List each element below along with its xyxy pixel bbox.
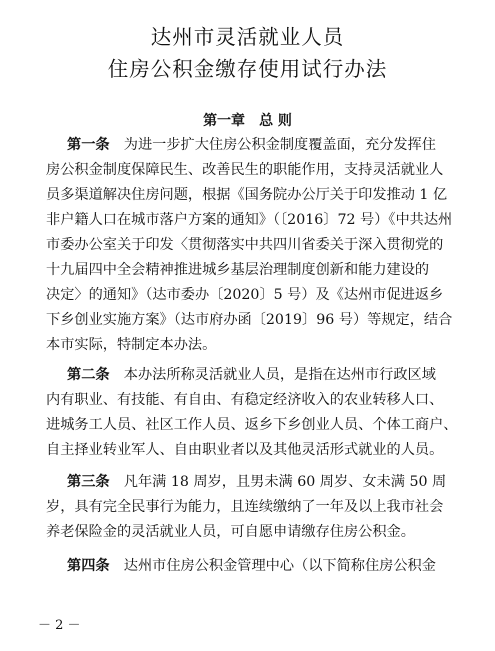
article1-line: 房公积金制度保障民生、改善民生的职能作用，支持灵活就业人: [46, 162, 444, 178]
article4-text: 达州市住房公积金管理中心（以下简称住房公积金: [123, 558, 436, 574]
article4-label: 第四条: [67, 558, 110, 574]
article2-line: [67, 366, 436, 384]
page-number: － 2 －: [38, 618, 81, 633]
article2-label: 第二条: [67, 367, 110, 383]
document-title-line1: 达州市灵活就业人员: [150, 25, 345, 49]
article1-line: 下乡创业实施方案》（达市府办函〔2019〕96 号）等规定，结合: [46, 312, 453, 328]
article3-line: [67, 473, 446, 491]
article1-line: 非户籍人口在城市落户方案的通知》（〔2016〕72 号）《中共达州: [46, 212, 453, 228]
article1-line: 员多渠道解决住房问题，根据《国务院办公厅关于印发推动 1 亿: [46, 187, 448, 203]
article2-line: 进城务工人员、社区工作人员、返乡下乡创业人员、个体工商户、: [46, 417, 458, 433]
article1-text: 为进一步扩大住房公积金制度覆盖面，充分发挥住: [123, 137, 436, 153]
article1-line: 十九届四中全会精神推进城乡基层治理制度创新和能力建设的: [46, 262, 430, 278]
article3-label: 第三条: [67, 474, 110, 490]
document-title-line2: 住房公积金缴存使用试行办法: [107, 57, 388, 81]
article1-label: 第一条: [67, 137, 110, 153]
article1-line: 市委办公室关于印发〈贯彻落实中共四川省委关于深入贯彻党的: [46, 237, 444, 253]
article1-line: [67, 136, 436, 154]
article3-text: 凡年满 18 周岁，且男未满 60 周岁、女未满 50 周: [123, 474, 447, 490]
article1-line: 本市实际，特制定本办法。: [46, 337, 217, 353]
article4-line: [67, 557, 436, 575]
chapter-name: 总 则: [259, 113, 292, 129]
article2-text: 本办法所称灵活就业人员，是指在达州市行政区域: [123, 367, 436, 383]
chapter-heading: [0, 112, 495, 130]
article2-line: 自主择业转业军人、自由职业者以及其他灵活形式就业的人员。: [46, 442, 444, 458]
article2-line: 内有职业、有技能、有自由、有稳定经济收入的农业转移人口、: [46, 392, 444, 408]
article3-line: 岁，具有完全民事行为能力，且连续缴纳了一年及以上我市社会: [46, 499, 444, 515]
chapter-number: 第一章: [203, 113, 246, 129]
article1-line: 决定〉的通知》（达市委办〔2020〕5 号）及《达州市促进返乡: [46, 287, 444, 303]
article3-line: 养老保险金的灵活就业人员，可自愿申请缴存住房公积金。: [46, 524, 415, 540]
